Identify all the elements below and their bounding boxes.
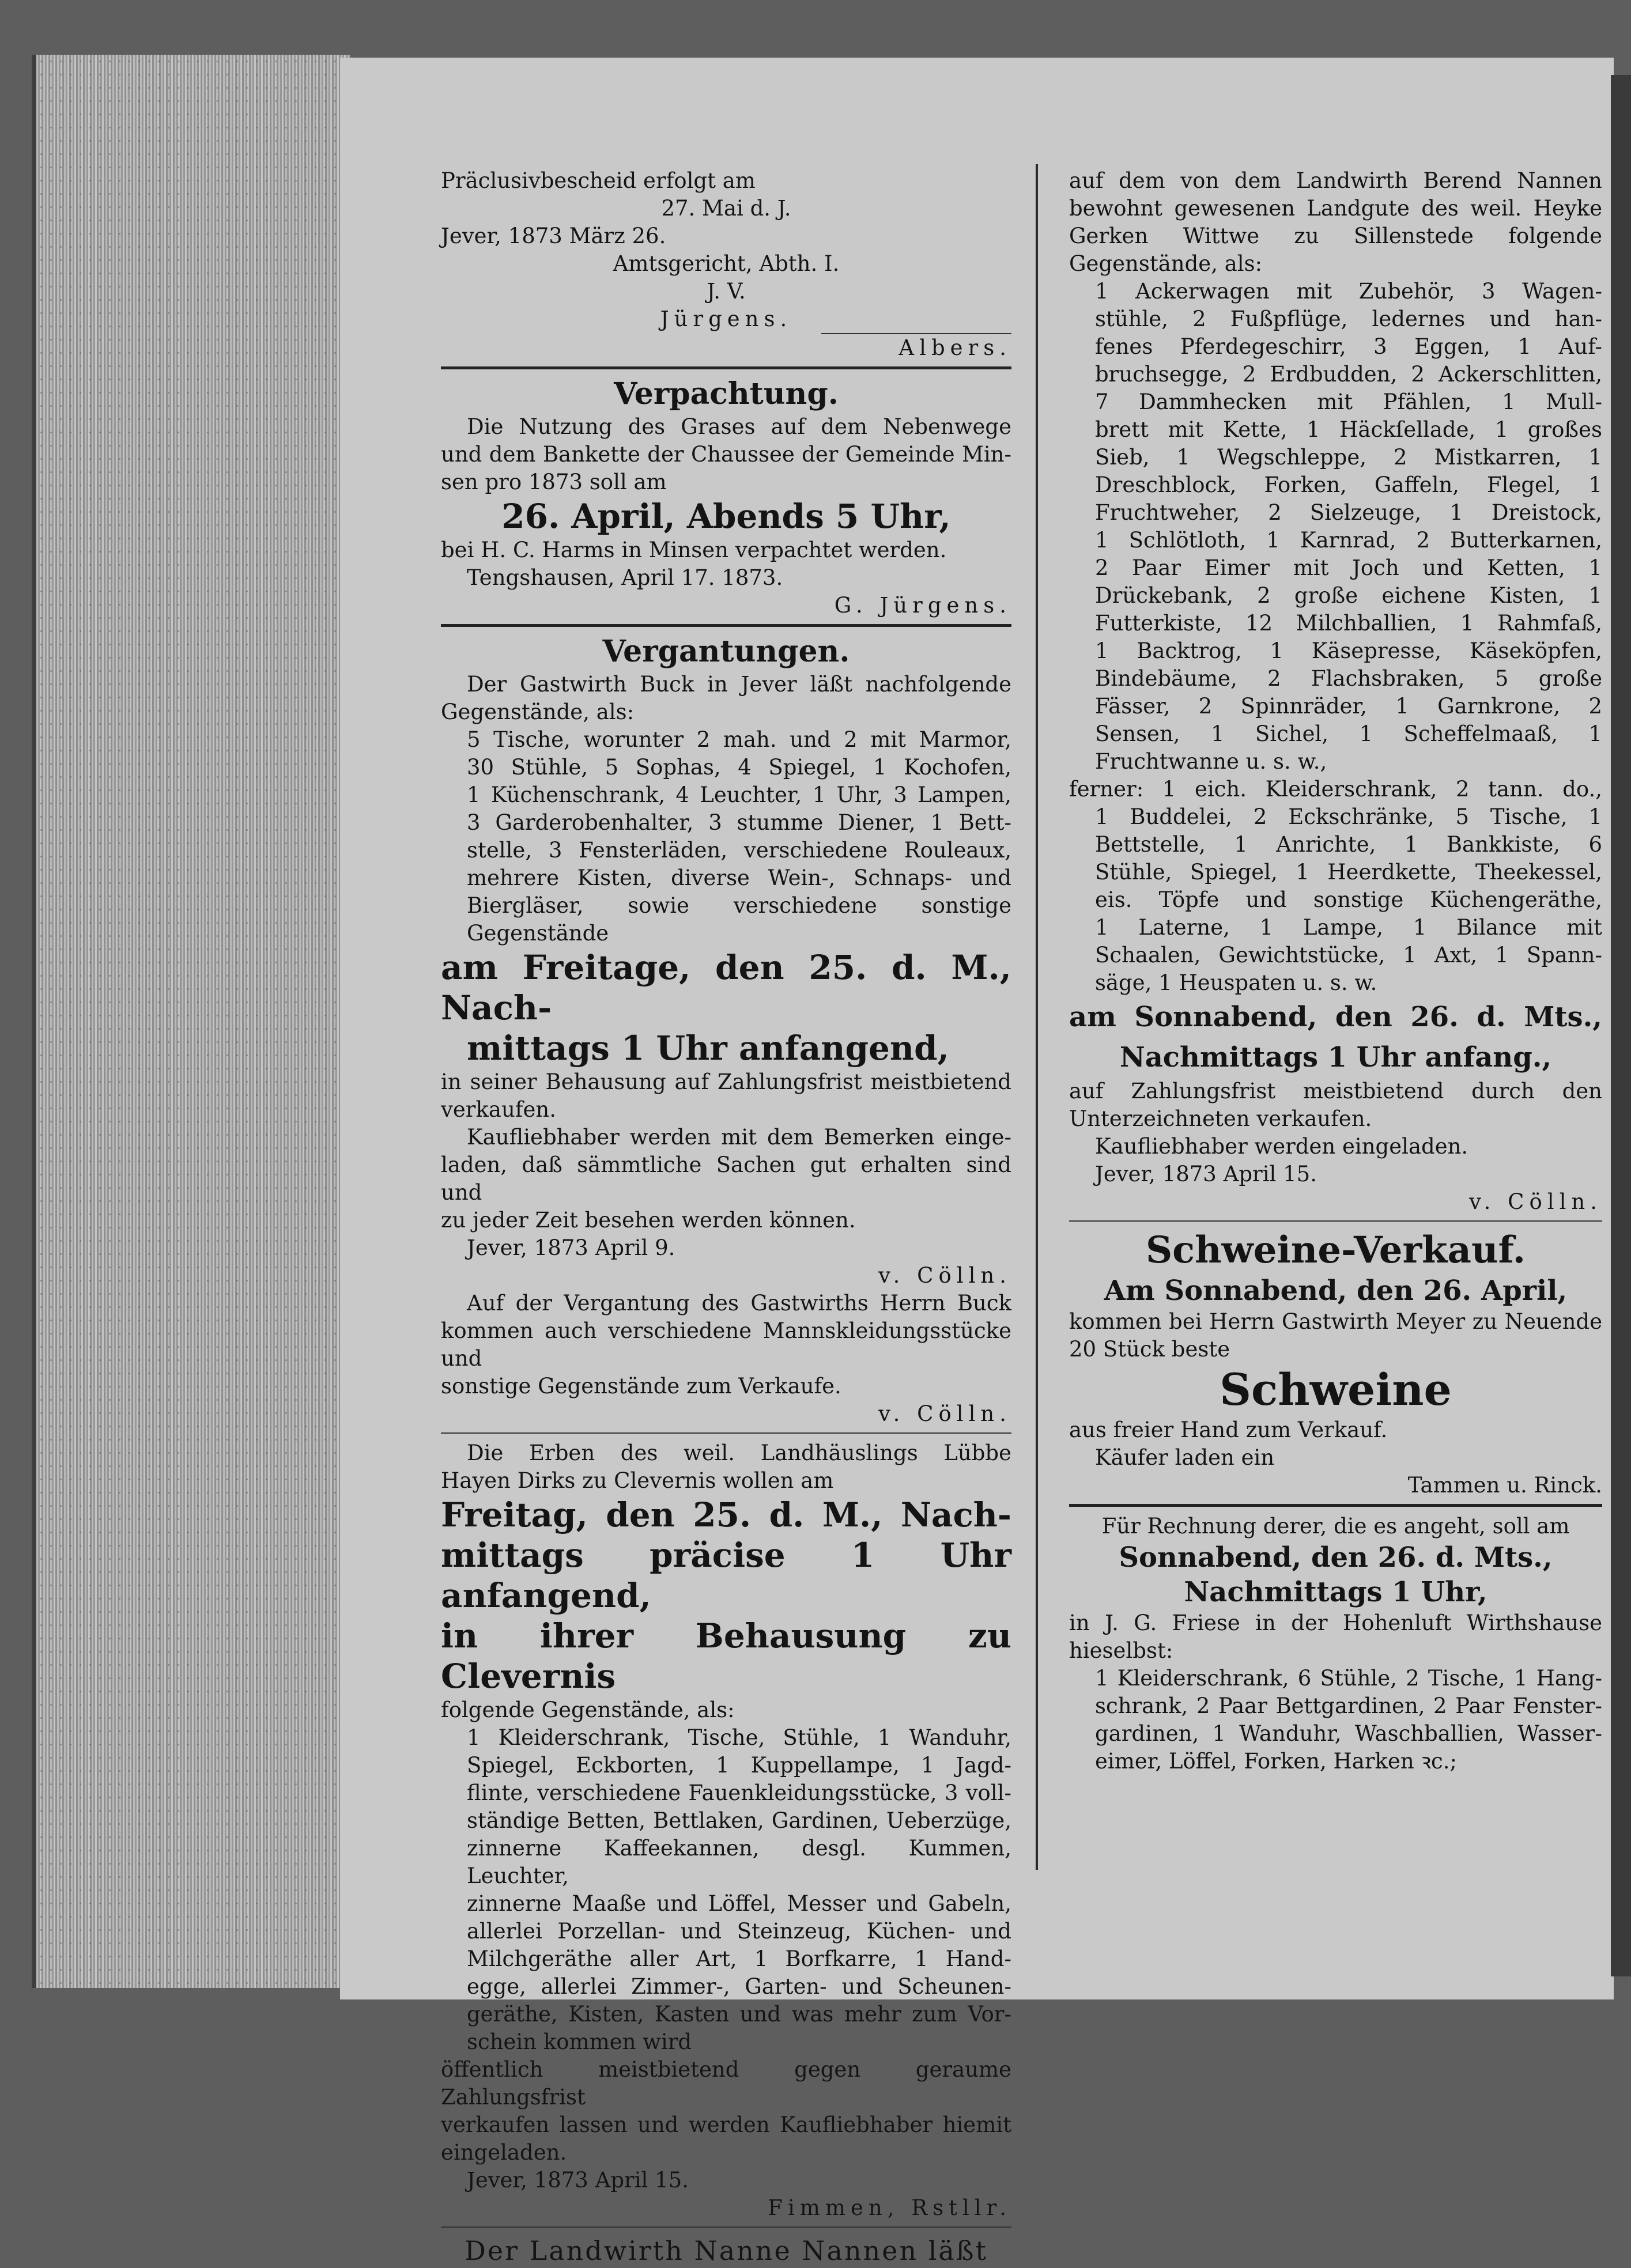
list-item: Sieb, 1 Wegschleppe, 2 Mistkarren, 1 <box>1095 445 1602 470</box>
list-item: 3 Garderobenhalter, 3 stumme Diener, 1 Bett- <box>467 810 1011 835</box>
list-item: gardinen, 1 Wanduhr, Waschballien, Wasser- <box>1095 1721 1602 1746</box>
list-item: bruchsegge, 2 Erdbudden, 2 Ackerschlitten, <box>1095 362 1602 387</box>
book-page-edges <box>32 55 350 1988</box>
text-line: folgende Gegenstände, als: <box>441 1698 735 1722</box>
text-line: Amtsgericht, Abth. I. <box>613 251 840 276</box>
date-heading: 26. April, Abends 5 Uhr, <box>501 497 951 536</box>
text-line: Gerken Wittwe zu Sillenstede folgende <box>1069 224 1602 248</box>
list-item: Fruchtweher, 2 Sielzeuge, 1 Dreistock, <box>1095 500 1602 525</box>
list-item: 5 Tische, worunter 2 mah. und 2 mit Marmor, <box>467 727 1011 752</box>
section-divider <box>1069 1220 1602 1222</box>
notice-nannen <box>1069 167 1602 1216</box>
list-item: säge, 1 Heuspaten u. s. w. <box>1095 970 1377 995</box>
text-line: Gegenstände, als: <box>441 700 635 724</box>
list-item: 2 Paar Eimer mit Joch und Ketten, 1 <box>1095 555 1602 580</box>
list-item: eimer, Löffel, Forken, Harken ꝛc.; <box>1095 1749 1457 1774</box>
text-line: Käufer laden ein <box>1095 1445 1275 1470</box>
text-line: J. V. <box>707 279 746 304</box>
text-line: kommen auch verschiedene Mannskleidungsstücke und <box>441 1318 1011 1371</box>
notice-verpachtung <box>441 375 1011 619</box>
date-heading: mittags präcise 1 Uhr anfangend, <box>441 1536 1011 1615</box>
list-item: 1 Backtrog, 1 Käsepresse, Käseköpfen, <box>1095 638 1602 663</box>
text-line: bei H. C. Harms in Minsen verpachtet werden. <box>441 538 947 562</box>
section-divider <box>441 1432 1011 1434</box>
text-line: Präclusivbescheid erfolgt am <box>441 168 756 193</box>
text-line: Für Rechnung derer, die es angeht, soll am <box>1101 1514 1570 1539</box>
notice-praeclusiv <box>441 167 1011 362</box>
list-item: Spiegel, Eckborten, 1 Kuppellampe, 1 Jagd- <box>467 1753 1011 1778</box>
text-line: Jever, 1873 April 15. <box>467 2168 689 2193</box>
text-line: laden, daß sämmtliche Sachen gut erhalten sind und <box>441 1152 1011 1205</box>
section-divider <box>1069 1504 1602 1507</box>
text-line: 20 Stück beste <box>1069 1337 1230 1362</box>
list-item: zinnerne Kaffeekannen, desgl. Kummen, Leuchter, <box>467 1836 1011 1888</box>
list-item: ständige Betten, Bettlaken, Gardinen, Ueberzüge, <box>467 1808 1011 1833</box>
list-item: schrank, 2 Paar Bettgardinen, 2 Paar Fenster- <box>1095 1694 1602 1718</box>
text-line: Hayen Dirks zu Clevernis wollen am <box>441 1468 834 1493</box>
section-divider <box>441 624 1011 627</box>
text-line: Jever, 1873 April 15. <box>1095 1162 1317 1186</box>
text-line: Jever, 1873 April 9. <box>467 1235 675 1260</box>
signature: v. Cölln. <box>1469 1189 1602 1214</box>
list-item: fenes Pferdegeschirr, 3 Eggen, 1 Auf- <box>1095 334 1602 359</box>
signature: v. Cölln. <box>878 1401 1011 1426</box>
text-line: Kaufliebhaber werden mit dem Bemerken einge- <box>467 1125 1011 1150</box>
text-line: hieselbst: <box>1069 1638 1173 1663</box>
signature: Albers. <box>898 335 1011 360</box>
list-item: 1 Kleiderschrank, Tische, Stühle, 1 Wanduhr, <box>467 1725 1011 1750</box>
list-item: eis. Töpfe und sonstige Küchengeräthe, <box>1095 887 1602 912</box>
notice-schweine <box>1069 1227 1602 1499</box>
text-line: Jever, 1873 März 26. <box>441 224 666 248</box>
signature: Jürgens. <box>660 307 792 331</box>
text-line: kommen bei Herrn Gastwirth Meyer zu Neuende <box>1069 1309 1602 1334</box>
list-item: 7 Dammhecken mit Pfählen, 1 Mull- <box>1095 390 1602 414</box>
list-item: 1 Laterne, 1 Lampe, 1 Bilance mit <box>1095 915 1602 940</box>
text-line: Kaufliebhaber werden eingeladen. <box>1095 1134 1468 1159</box>
text-line: Die Erben des weil. Landhäuslings Lübbe <box>467 1441 1011 1465</box>
section-heading: Schweine-Verkauf. <box>1145 1228 1526 1272</box>
list-item: 1 Küchenschrank, 4 Leuchter, 1 Uhr, 3 Lampen, <box>467 783 1011 807</box>
notice-friese <box>1069 1513 1602 1775</box>
list-item: flinte, verschiedene Fauenkleidungsstücke, 3 voll- <box>467 1781 1011 1805</box>
continued-heading: Der Landwirth Nanne Nannen läßt <box>464 2235 988 2266</box>
right-column <box>1069 167 1602 1775</box>
date-heading: Nachmittags 1 Uhr anfang., <box>1119 1041 1552 1073</box>
date-heading: mittags 1 Uhr anfangend, <box>467 1029 949 1068</box>
section-heading: Vergantungen. <box>602 634 850 669</box>
text-line: Der Gastwirth Buck in Jever läßt nachfolgende <box>467 672 1011 697</box>
section-divider <box>441 2227 1011 2228</box>
notice-erben <box>441 1439 1011 2222</box>
list-item: Milchgeräthe aller Art, 1 Borfkarre, 1 Hand- <box>467 1946 1011 1971</box>
text-line: eingeladen. <box>441 2140 567 2165</box>
list-item: Fruchtwanne u. s. w., <box>1095 749 1327 774</box>
text-line: öffentlich meistbietend gegen geraume Zahlungsfrist <box>441 2057 1011 2110</box>
list-item: 1 Ackerwagen mit Zubehör, 3 Wagen- <box>1095 279 1602 304</box>
list-item: brett mit Kette, 1 Häckſellade, 1 großes <box>1095 417 1602 442</box>
text-line: zu jeder Zeit besehen werden können. <box>441 1208 856 1233</box>
list-item: Schaalen, Gewichtstücke, 1 Axt, 1 Spann- <box>1095 943 1602 967</box>
signature: G. Jürgens. <box>834 593 1011 618</box>
text-line: verkaufen lassen und werden Kaufliebhaber hiemit <box>441 2112 1011 2137</box>
notice-vergantungen <box>441 633 1011 1428</box>
text-line: auf dem von dem Landwirth Berend Nannen <box>1069 168 1602 193</box>
column-divider <box>1036 164 1038 1870</box>
text-line: in J. G. Friese in der Hohenluft Wirthshause <box>1069 1611 1602 1635</box>
text-line: auf Zahlungsfrist meistbietend durch den <box>1069 1079 1602 1103</box>
text-line: ferner: 1 eich. Kleiderschrank, 2 tann. do., <box>1069 777 1602 802</box>
date-heading: Am Sonnabend, den 26. April, <box>1104 1275 1568 1307</box>
text-line: Unterzeichneten verkaufen. <box>1069 1106 1372 1131</box>
list-item: Biergläser, sowie verschiedene sonstige Gegenstände <box>467 893 1011 946</box>
list-item: 1 Buddelei, 2 Eckschränke, 5 Tische, 1 <box>1095 804 1602 829</box>
text-line: 27. Mai d. J. <box>661 196 791 221</box>
text-line: verkaufen. <box>441 1097 556 1122</box>
list-item: Dreschblock, Forken, Gaffeln, Flegel, 1 <box>1095 472 1602 497</box>
list-item: schein kommen wird <box>467 2029 692 2054</box>
date-heading: am Sonnabend, den 26. d. Mts., <box>1069 1001 1602 1033</box>
text-line: sen pro 1873 soll am <box>441 470 667 494</box>
section-heading: Verpachtung. <box>614 376 839 411</box>
date-heading: Nachmittags 1 Uhr, <box>1184 1576 1487 1608</box>
left-column <box>441 167 1011 2268</box>
text-line: Auf der Vergantung des Gastwirths Herrn Buck <box>467 1291 1011 1316</box>
text-line: Die Nutzung des Grases auf dem Nebenwege <box>467 414 1011 439</box>
list-item: Bindebäume, 2 Flachsbraken, 5 große <box>1095 666 1602 691</box>
text-line: aus freier Hand zum Verkauf. <box>1069 1418 1388 1442</box>
text-line: und dem Bankette der Chaussee der Gemeinde Min- <box>441 442 1011 467</box>
text-line: Gegenstände, als: <box>1069 251 1263 276</box>
list-item: stelle, 3 Fensterläden, verschiedene Rouleaux, <box>467 838 1011 863</box>
list-item: geräthe, Kisten, Kasten und was mehr zum Vor- <box>467 2002 1011 2027</box>
text-line: Tengshausen, April 17. 1873. <box>467 565 783 590</box>
list-item: 30 Stühle, 5 Sophas, 4 Spiegel, 1 Kochofen, <box>467 755 1011 780</box>
list-item: 1 Schlötloth, 1 Karnrad, 2 Butterkarnen, <box>1095 528 1602 553</box>
date-heading: in ihrer Behausung zu Clevernis <box>441 1616 1011 1696</box>
list-item: Bettstelle, 1 Anrichte, 1 Bankkiste, 6 <box>1095 832 1602 857</box>
section-heading: Schweine <box>1220 1364 1452 1415</box>
list-item: Drückebank, 2 große eichene Kisten, 1 <box>1095 583 1602 608</box>
list-item: egge, allerlei Zimmer-, Garten- und Scheunen- <box>467 1974 1011 1999</box>
date-heading: Sonnabend, den 26. d. Mts., <box>1119 1541 1553 1574</box>
list-item: mehrere Kisten, diverse Wein-, Schnaps- und <box>467 865 1011 890</box>
text-line: sonstige Gegenstände zum Verkaufe. <box>441 1374 841 1398</box>
list-item: stühle, 2 Fußpflüge, ledernes und han- <box>1095 307 1602 331</box>
list-item: Futterkiste, 12 Milchballien, 1 Rahmfaß, <box>1095 611 1602 636</box>
list-item: Stühle, Spiegel, 1 Heerdkette, Theekessel, <box>1095 860 1602 884</box>
page-gutter-shadow <box>1611 75 1631 1976</box>
list-item: 1 Kleiderschrank, 6 Stühle, 2 Tische, 1 Hang- <box>1095 1666 1602 1691</box>
list-item: allerlei Porzellan- und Steinzeug, Küchen- und <box>467 1919 1011 1944</box>
list-item: Fässer, 2 Spinnräder, 1 Garnkrone, 2 <box>1095 694 1602 719</box>
signature: v. Cölln. <box>878 1263 1011 1288</box>
text-line: bewohnt gewesenen Landgute des weil. Heyke <box>1069 196 1602 221</box>
signature: Tammen u. Rinck. <box>1407 1473 1602 1498</box>
section-divider <box>441 366 1011 369</box>
date-heading: Freitag, den 25. d. M., Nach- <box>441 1495 1011 1534</box>
date-heading: am Freitage, den 25. d. M., Nach- <box>441 948 1011 1027</box>
signature: Fimmen, Rstllr. <box>768 2195 1011 2220</box>
text-line: in seiner Behausung auf Zahlungsfrist meistbietend <box>441 1069 1011 1094</box>
list-item: Sensen, 1 Sichel, 1 Scheffelmaaß, 1 <box>1095 721 1602 746</box>
list-item: zinnerne Maaße und Löffel, Messer und Gabeln, <box>467 1891 1011 1916</box>
